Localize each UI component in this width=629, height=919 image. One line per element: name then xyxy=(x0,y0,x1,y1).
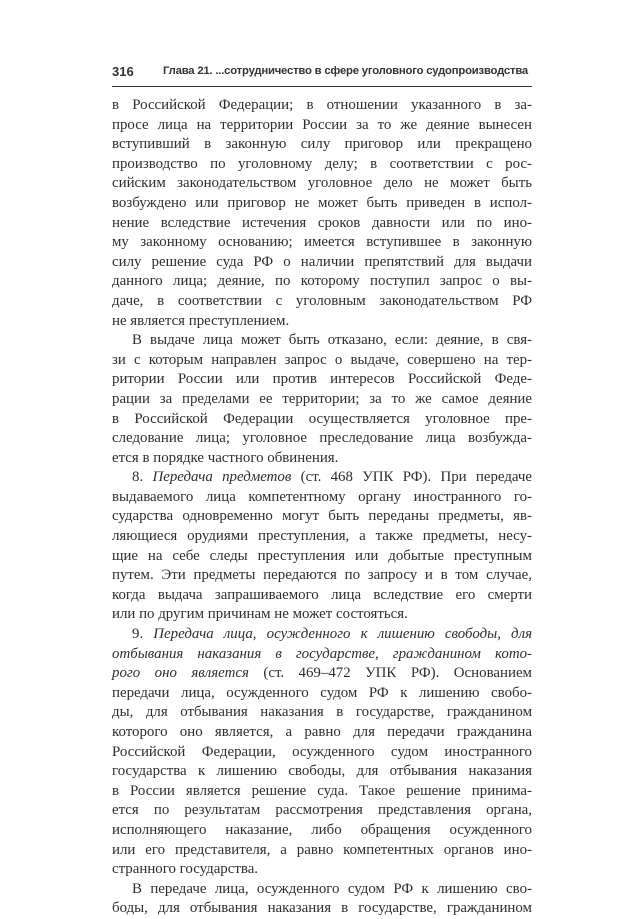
text-line: ритории России или против интересов Российской Феде- xyxy=(112,371,532,388)
italic-text: рого оно является xyxy=(112,665,249,682)
text-line: ляющиеся орудиями преступления, а также предметы, несу- xyxy=(112,528,532,545)
text-line xyxy=(112,645,532,665)
text-line: в Российской Федерации; в отношении указанного в за- xyxy=(112,97,532,113)
text-segment: 9. xyxy=(132,626,154,643)
text-line: рации за пределами ее территории; за то же самое деяние xyxy=(112,390,532,407)
text-line: зи с которым направлен запрос о выдаче, совершено на тер- xyxy=(112,351,532,368)
text-line: или по другим причинам не может состояться. xyxy=(112,606,408,623)
text-line: передачи лица, осужденного судом РФ к лишению свобо- xyxy=(112,684,532,701)
italic-text: Передача лица, осужденного к лишению свободы, для xyxy=(153,626,533,643)
running-head: Глава 21. ...сотрудничество в сфере уголовного судопроизводства xyxy=(163,65,529,77)
text-line: исполняющего наказание, либо обращения осужденного xyxy=(112,821,532,838)
text-line xyxy=(112,625,532,645)
text-line: в Российской Федерации осуществляется уголовное пре- xyxy=(112,410,532,427)
text-line: или его представителя, а равно компетентных органов ино- xyxy=(112,841,532,858)
italic-text: Передача предметов xyxy=(152,469,292,486)
text-line: государства к лишению свободы, для отбывания наказания xyxy=(112,763,532,780)
text-line: сударства одновременно могут быть переданы предметы, яв- xyxy=(112,508,532,525)
text-line: когда выдача запрашиваемого лица вследствие его смерти xyxy=(112,586,532,603)
text-line: даче, в соответствии с уголовным законодательством РФ xyxy=(112,292,532,309)
text-line: путем. Эти предметы передаются по запросу и в том случае, xyxy=(112,567,532,584)
page-number: 316 xyxy=(112,64,134,79)
text-segment: 8. xyxy=(132,469,153,486)
text-line: щие на себе следы преступления или добытые преступным xyxy=(112,547,532,564)
text-line: не является преступлением. xyxy=(112,312,290,329)
text-line xyxy=(112,468,532,488)
text-line: сийским законодательством уголовное дело не может быть xyxy=(112,175,532,192)
text-segment: (ст. 469–472 УПК РФ). Основанием xyxy=(248,665,532,682)
text-line: выдаваемого лица компетентному органу иностранного го- xyxy=(112,488,532,505)
text-line: Российской Федерации, осужденного судом иностранного xyxy=(112,743,532,760)
text-line: следование лица; уголовное преследование лица возбужда- xyxy=(112,430,532,447)
text-line: В выдаче лица может быть отказано, если: деяние, в свя- xyxy=(132,332,532,349)
text-line xyxy=(112,664,532,684)
text-line: странного государства. xyxy=(112,861,259,878)
text-line: ется по результатам рассмотрения представления органа, xyxy=(112,802,532,819)
body-text xyxy=(112,96,532,919)
text-line: силу решение суда РФ о наличии препятствий для выдачи xyxy=(112,253,532,270)
text-line: боды, для отбывания наказания в государстве, гражданином xyxy=(112,900,532,917)
text-line: данного лица; деяние, по которому поступил запрос о вы- xyxy=(112,273,532,290)
text-segment: (ст. 468 УПК РФ). При передаче xyxy=(291,469,533,486)
text-line: вступивший в законную силу приговор или прекращено xyxy=(112,136,532,153)
text-line: в России является решение суда. Такое решение принима- xyxy=(112,782,532,799)
text-line: ется в порядке частного обвинения. xyxy=(112,449,339,466)
text-line: му законному основанию; имеется вступившее в законную xyxy=(112,234,532,251)
text-line: возбуждено или приговор не может быть приведен в испол- xyxy=(112,194,532,211)
text-line: нение вследствие истечения сроков давности или по ино- xyxy=(112,214,532,231)
text-line: просе лица на территории России за то же деяние вынесен xyxy=(112,116,532,133)
text-line: В передаче лица, осужденного судом РФ к лишению сво- xyxy=(132,880,532,897)
page-header xyxy=(112,62,532,87)
text-line: ды, для отбывания наказания в государстве, гражданином xyxy=(112,704,532,721)
text-line: производство по уголовному делу; в соответствии с рос- xyxy=(112,155,532,172)
italic-text: отбывания наказания в государстве, гражданином кото- xyxy=(112,645,532,662)
text-line: которого оно является, а равно для передачи гражданина xyxy=(112,724,532,740)
